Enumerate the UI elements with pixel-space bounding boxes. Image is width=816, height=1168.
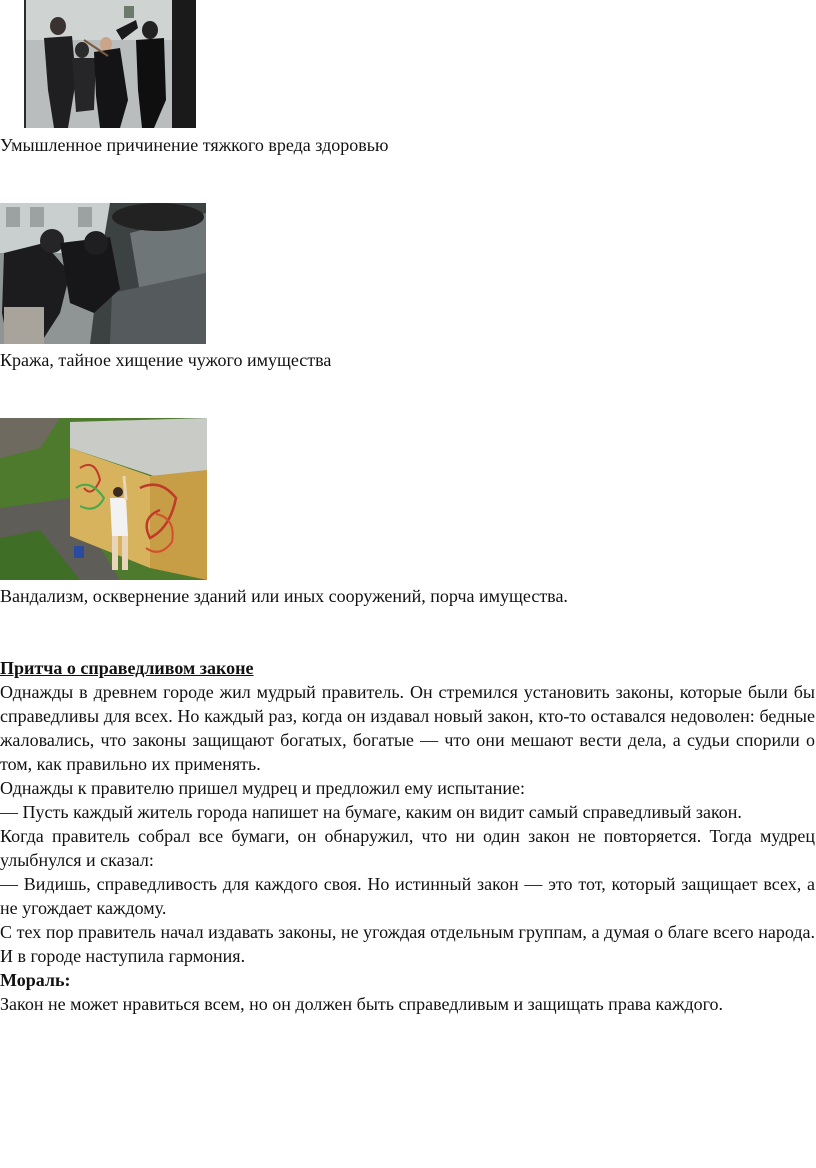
parable-section — [0, 656, 815, 1016]
theft-caption: Кража, тайное хищение чужого имущества — [0, 350, 332, 370]
paragraph: Однажды в древнем городе жил мудрый правитель. Он стремился установить законы, которые были бы справедливы для всех. Но каждый раз, когда он издавал новый закон, кто-то оставался недоволен: бедные жаловались, что законы защищают богатых, богатые — что они мешают вести дела, а судьи спорили о том, как правильно их применять. — [0, 682, 815, 774]
paragraph: С тех пор правитель начал издавать законы, не угождая отдельным группам, а думая о благе всего народа. И в городе наступила гармония. — [0, 922, 815, 966]
parable-title: Притча о справедливом законе — [0, 658, 254, 678]
paragraph: Однажды к правителю пришел мудрец и предложил ему испытание: — [0, 778, 525, 798]
moral-text: Закон не может нравиться всем, но он должен быть справедливым и защищать права каждого. — [0, 994, 724, 1014]
paragraph: — Видишь, справедливость для каждого своя. Но истинный закон — это тот, который защищает всех, а не угождает каждому. — [0, 874, 815, 918]
assault-caption: Умышленное причинение тяжкого вреда здоровью — [0, 135, 389, 155]
paragraph: — Пусть каждый житель города напишет на бумаге, каким он видит самый справедливый закон. — [0, 802, 742, 822]
vandalism-photo — [0, 418, 207, 580]
vandalism-caption: Вандализм, осквернение зданий или иных сооружений, порча имущества. — [0, 586, 568, 606]
theft-photo — [0, 203, 206, 344]
paragraph: Когда правитель собрал все бумаги, он обнаружил, что ни один закон не повторяется. Тогда мудрец улыбнулся и сказал: — [0, 826, 815, 870]
moral-label: Мораль: — [0, 970, 71, 990]
assault-photo — [24, 0, 196, 128]
